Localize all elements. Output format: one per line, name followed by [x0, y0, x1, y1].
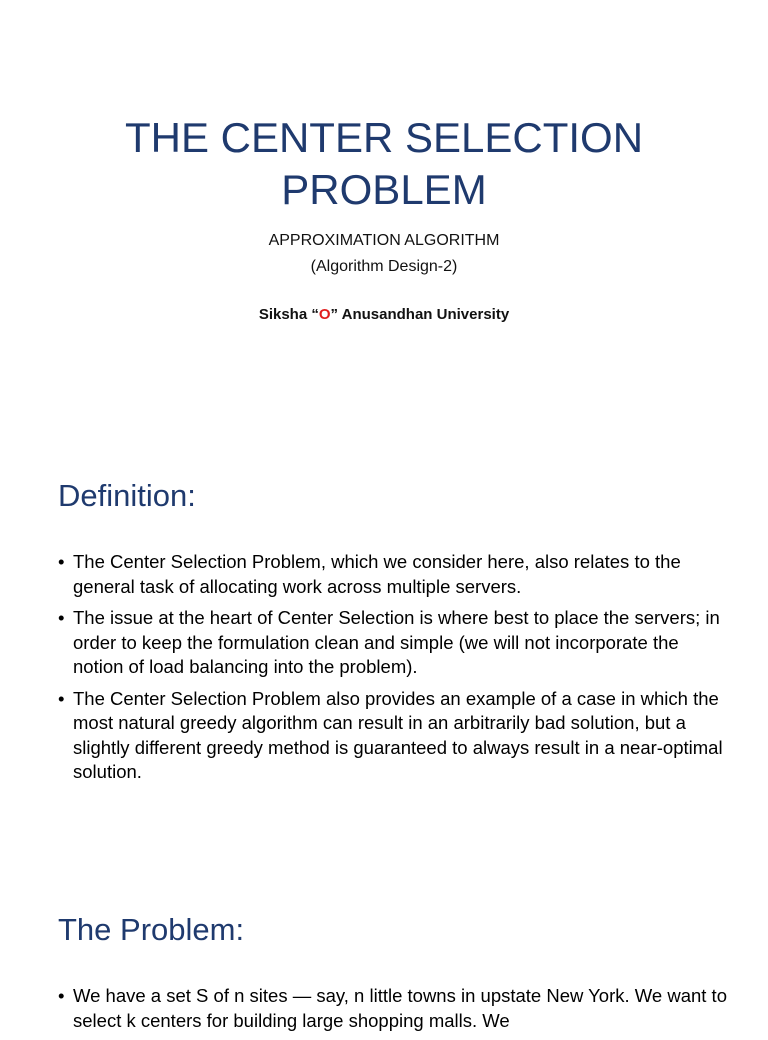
subtitle-line-1: APPROXIMATION ALGORITHM — [268, 232, 500, 249]
list-item — [58, 687, 728, 785]
bullet-text: The Center Selection Problem also provides an example of a case in which the most natural greedy algorithm can result in an arbitrarily bad solution, but a slightly different greedy method is guaranteed to always result in a near-optimal solution. — [73, 687, 723, 782]
subtitle-line-2: (Algorithm Design-2) — [310, 258, 458, 275]
university-name-post: ” Anusandhan University — [330, 306, 510, 323]
definition-slide — [0, 440, 768, 872]
title-line-2: PROBLEM — [281, 166, 487, 213]
bullet-text: The issue at the heart of Center Selection is where best to place the servers; in order to keep the formulation clean and simple (we will not incorporate the notion of load balancing into the problem). — [73, 607, 720, 677]
problem-slide — [0, 872, 768, 1031]
title-slide — [0, 0, 768, 440]
slide-title — [40, 112, 728, 216]
definition-bullet-list — [58, 550, 728, 792]
list-item — [58, 606, 728, 680]
bullet-icon: • — [58, 985, 65, 1006]
bullet-text: The Center Selection Problem, which we consider here, also relates to the general task of allocating work across multiple servers. — [73, 551, 681, 597]
bullet-icon: • — [58, 551, 65, 572]
university-name-accent: O — [318, 306, 331, 323]
bullet-icon: • — [58, 607, 65, 628]
definition-heading: Definition: — [58, 478, 196, 513]
slide-subtitle — [40, 228, 728, 280]
university-name-pre: Siksha “ — [258, 306, 319, 323]
bullet-text: We have a set S of n sites — say, n little towns in upstate New York. We want to select k centers for building large shopping malls. We — [73, 985, 727, 1031]
title-line-1: THE CENTER SELECTION — [124, 114, 644, 161]
problem-heading: The Problem: — [58, 912, 245, 947]
problem-bullet-list — [58, 984, 728, 1040]
university-name — [40, 306, 728, 323]
list-item — [58, 550, 728, 599]
bullet-icon: • — [58, 687, 65, 709]
list-item — [58, 984, 728, 1033]
